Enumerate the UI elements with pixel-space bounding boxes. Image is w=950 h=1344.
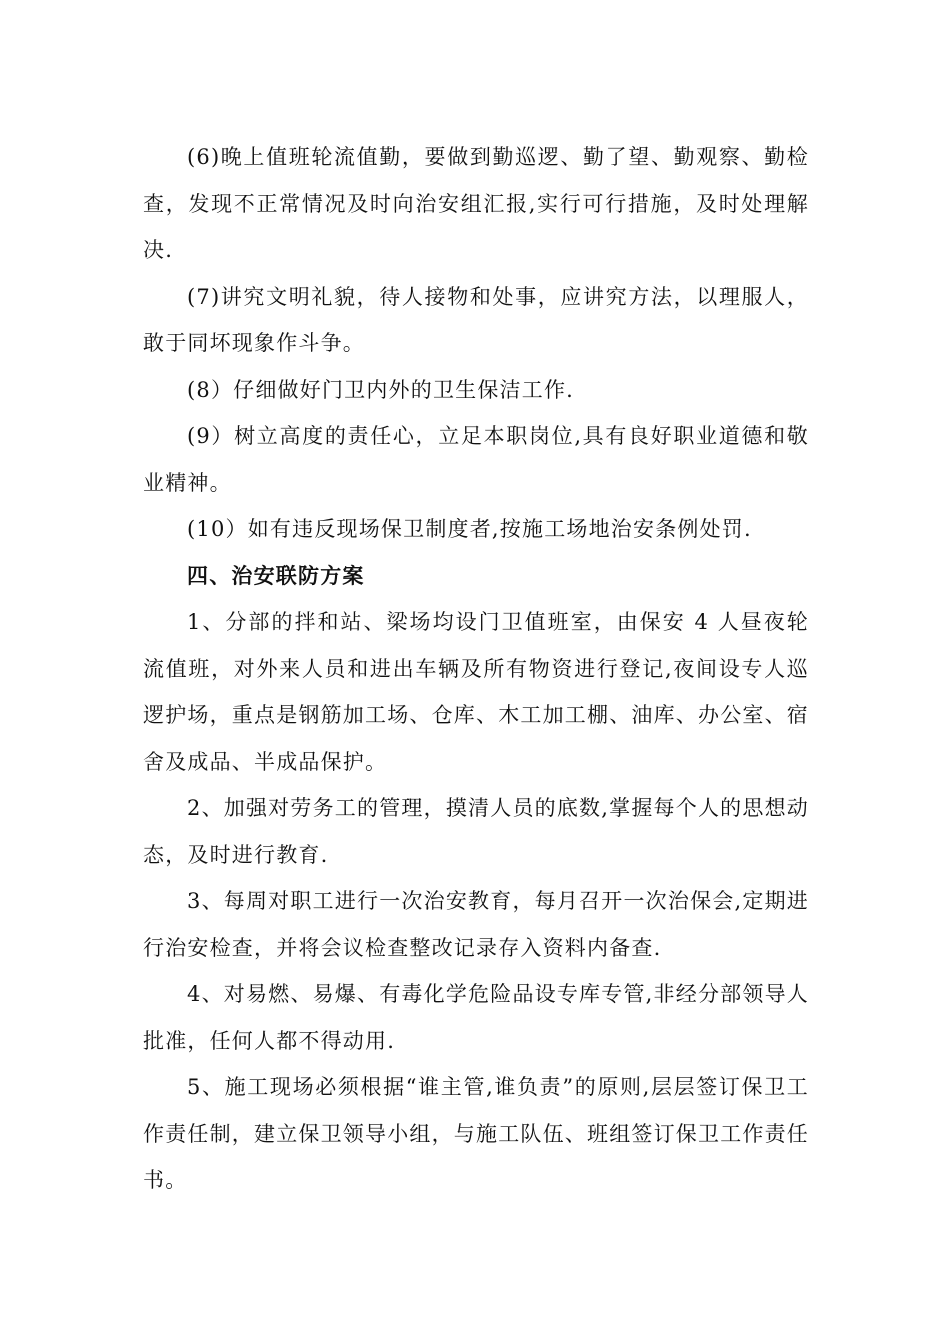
plan-paragraph-5: 5、施工现场必须根据“谁主管,谁负责”的原则,层层签订保卫工作责任制，建立保卫领导小组，与施工队伍、班组签订保卫工作责任书。 bbox=[143, 1075, 809, 1192]
paragraph-item-6: (6)晚上值班轮流值勤，要做到勤巡逻、勤了望、勤观察、勤检查，发现不正常情况及时向治安组汇报,实行可行措施，及时处理解决. bbox=[143, 145, 809, 262]
paragraph-item-10: (10）如有违反现场保卫制度者,按施工场地治安条例处罚. bbox=[187, 517, 752, 541]
paragraph-item-9: (9）树立高度的责任心，立足本职岗位,具有良好职业道德和敬业精神。 bbox=[143, 424, 809, 495]
plan-paragraph-1: 1、分部的拌和站、梁场均设门卫值班室，由保安 4 人昼夜轮流值班，对外来人员和进出车辆及所有物资进行登记,夜间设专人巡逻护场，重点是钢筋加工场、仓库、木工加工棚、油库、办公室、宿舍及成品、半成品保护。 bbox=[143, 610, 809, 774]
plan-paragraph-3: 3、每周对职工进行一次治安教育，每月召开一次治保会,定期进行治安检查，并将会议检查整改记录存入资料内备查. bbox=[143, 889, 809, 960]
plan-paragraph-2: 2、加强对劳务工的管理，摸清人员的底数,掌握每个人的思想动态，及时进行教育. bbox=[143, 796, 809, 867]
paragraph-item-7: (7)讲究文明礼貌，待人接物和处事，应讲究方法，以理服人，敢于同坏现象作斗争。 bbox=[143, 284, 809, 355]
plan-paragraph-4: 4、对易燃、易爆、有毒化学危险品设专库专管,非经分部领导人批准，任何人都不得动用. bbox=[143, 982, 809, 1053]
section-heading: 四、治安联防方案 bbox=[187, 562, 365, 588]
document-body bbox=[143, 134, 809, 1204]
paragraph-item-8: (8）仔细做好门卫内外的卫生保洁工作. bbox=[187, 377, 575, 402]
